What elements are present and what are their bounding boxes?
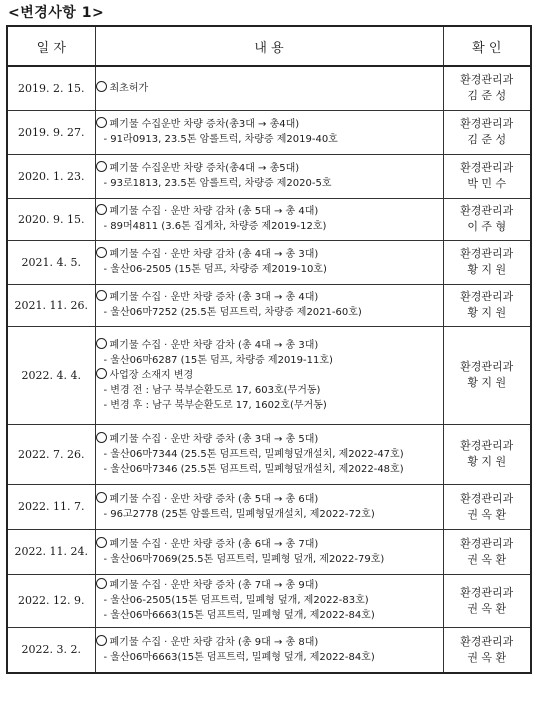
item-line	[96, 338, 443, 353]
line-text: - 울산06마7346 (25.5톤 덤프트럭, 밀폐형덮개설치, 제2022-48호)	[103, 463, 404, 475]
header-confirm: 확 인	[443, 26, 531, 66]
detail-line	[96, 305, 443, 320]
change-log-body	[7, 66, 531, 673]
table-row	[7, 154, 531, 198]
item-line	[96, 247, 443, 262]
confirm-officer: 황 지 원	[467, 263, 507, 276]
circle-bullet-icon	[96, 161, 107, 172]
line-text: 폐기물 수집운반 차량 증차(총3대 → 총4대)	[109, 119, 300, 130]
table-row	[7, 326, 531, 424]
detail-line	[96, 552, 443, 567]
confirm-officer: 권 옥 환	[467, 507, 507, 521]
row-content	[95, 529, 443, 574]
line-text: 폐기물 수집 · 운반 차량 증차 (총 6대 → 총 7대)	[109, 538, 319, 550]
row-date: 2020. 1. 23.	[7, 154, 95, 198]
circle-bullet-icon	[96, 290, 107, 301]
confirm-officer: 이 주 형	[467, 220, 507, 233]
item-line	[96, 161, 443, 176]
line-text: 폐기물 수집 · 운반 차량 증차 (총 3대 → 총 4대)	[109, 292, 319, 303]
confirm-department: 환경관리과	[460, 247, 514, 260]
table-header-row	[7, 26, 531, 66]
detail-line	[96, 462, 443, 477]
confirm-department: 환경관리과	[460, 439, 514, 452]
row-content	[95, 154, 443, 198]
confirm-department: 환경관리과	[460, 117, 514, 130]
row-content	[95, 627, 443, 673]
line-text: - 울산06마7252 (25.5톤 덤프트럭, 차량증 제2021-60호)	[103, 307, 362, 318]
row-confirm	[443, 284, 531, 326]
line-text: 폐기물 수집 · 운반 차량 감차 (총 5대 → 총 4대)	[109, 206, 319, 217]
table-row	[7, 484, 531, 529]
table-row	[7, 66, 531, 110]
line-text: - 울산06-2505 (15톤 덤프, 차량증 제2019-10호)	[103, 264, 327, 275]
circle-bullet-icon	[96, 247, 107, 258]
detail-line	[96, 593, 443, 608]
detail-line	[96, 650, 443, 665]
detail-line	[96, 398, 443, 413]
confirm-department: 환경관리과	[460, 204, 514, 217]
detail-line	[96, 507, 443, 522]
line-text: - 변경 후 : 남구 북부순환도로 17, 1602호(무거동)	[103, 399, 327, 411]
line-text: 폐기물 수집 · 운반 차량 감차 (총 9대 → 총 8대)	[109, 636, 319, 648]
row-date: 2021. 11. 26.	[7, 284, 95, 326]
item-line	[96, 635, 443, 650]
line-text: - 울산06마7344 (25.5톤 덤프트럭, 밀폐형덮개설치, 제2022-47호)	[103, 448, 404, 460]
row-date: 2019. 2. 15.	[7, 66, 95, 110]
row-content	[95, 484, 443, 529]
row-date: 2022. 11. 7.	[7, 484, 95, 529]
document-heading: <변경사항 1>	[8, 5, 105, 21]
row-date: 2019. 9. 27.	[7, 110, 95, 154]
row-content	[95, 240, 443, 284]
item-line	[96, 117, 443, 132]
confirm-officer: 황 지 원	[467, 455, 507, 468]
row-content	[95, 66, 443, 110]
table-row	[7, 240, 531, 284]
confirm-department: 환경관리과	[460, 360, 514, 373]
confirm-officer: 권 옥 환	[467, 552, 507, 566]
line-text: - 울산06마6663(15톤 덤프트럭, 밀폐형 덮개, 제2022-84호)	[103, 651, 375, 663]
line-text: - 96고2778 (25톤 암롤트럭, 밀폐형덮개설치, 제2022-72호)	[103, 508, 375, 520]
line-text: - 93로1813, 23.5톤 암롤트럭, 차량증 제2020-5호	[103, 178, 332, 189]
detail-line	[96, 353, 443, 368]
confirm-department: 환경관리과	[460, 73, 514, 87]
circle-bullet-icon	[96, 578, 107, 589]
line-text: - 91라0913, 23.5톤 암롤트럭, 차량증 제2019-40호	[103, 134, 338, 145]
row-date: 2022. 7. 26.	[7, 424, 95, 484]
detail-line	[96, 383, 443, 398]
item-line	[96, 432, 443, 447]
row-date: 2020. 9. 15.	[7, 198, 95, 240]
confirm-department: 환경관리과	[460, 536, 514, 550]
circle-bullet-icon	[96, 492, 107, 503]
line-text: 사업장 소재지 변경	[109, 369, 194, 381]
circle-bullet-icon	[96, 432, 107, 443]
circle-bullet-icon	[96, 537, 107, 548]
confirm-officer: 김 준 성	[467, 133, 507, 146]
confirm-officer: 박 민 수	[467, 177, 507, 190]
row-date: 2022. 11. 24.	[7, 529, 95, 574]
item-line	[96, 578, 443, 593]
item-line	[96, 537, 443, 552]
item-line	[96, 81, 443, 96]
table-row	[7, 110, 531, 154]
confirm-officer: 황 지 원	[467, 376, 507, 389]
line-text: 최초허가	[109, 82, 149, 94]
detail-line	[96, 219, 443, 234]
row-confirm	[443, 627, 531, 673]
line-text: - 울산06마6663(15톤 덤프트럭, 밀폐형 덮개, 제2022-84호)	[103, 610, 375, 621]
line-text: - 89머4811 (3.6톤 집게차, 차량증 제2019-12호)	[103, 221, 327, 232]
row-confirm	[443, 326, 531, 424]
row-date: 2022. 4. 4.	[7, 326, 95, 424]
header-content: 내 용	[95, 26, 443, 66]
confirm-department: 환경관리과	[460, 161, 514, 174]
row-confirm	[443, 110, 531, 154]
row-content	[95, 574, 443, 627]
item-line	[96, 492, 443, 507]
circle-bullet-icon	[96, 81, 107, 92]
row-confirm	[443, 240, 531, 284]
row-content	[95, 326, 443, 424]
line-text: 폐기물 수집 · 운반 차량 감차 (총 4대 → 총 3대)	[109, 339, 319, 351]
change-log-table	[6, 25, 532, 674]
line-text: 폐기물 수집 · 운반 차량 증차 (총 5대 → 총 6대)	[109, 493, 319, 505]
row-confirm	[443, 484, 531, 529]
confirm-officer: 김 준 성	[467, 89, 507, 103]
confirm-officer: 권 옥 환	[467, 650, 507, 664]
table-row	[7, 574, 531, 627]
confirm-officer: 황 지 원	[467, 306, 507, 319]
line-text: 폐기물 수집운반 차량 증차(총4대 → 총5대)	[109, 163, 300, 174]
circle-bullet-icon	[96, 338, 107, 349]
confirm-department: 환경관리과	[460, 585, 514, 599]
line-text: 폐기물 수집 · 운반 차량 증차 (총 3대 → 총 5대)	[109, 433, 319, 445]
table-row	[7, 424, 531, 484]
row-date: 2022. 12. 9.	[7, 574, 95, 627]
confirm-department: 환경관리과	[460, 290, 514, 303]
confirm-department: 환경관리과	[460, 634, 514, 648]
detail-line	[96, 447, 443, 462]
item-line	[96, 204, 443, 219]
circle-bullet-icon	[96, 204, 107, 215]
line-text: - 울산06-2505(15톤 덤프트럭, 밀폐형 덮개, 제2022-83호)	[103, 595, 369, 606]
line-text: - 울산06마6287 (15톤 덤프, 차량증 제2019-11호)	[103, 354, 333, 366]
detail-line	[96, 608, 443, 623]
detail-line	[96, 132, 443, 147]
detail-line	[96, 176, 443, 191]
table-row	[7, 627, 531, 673]
detail-line	[96, 262, 443, 277]
row-content	[95, 198, 443, 240]
table-row	[7, 529, 531, 574]
line-text: - 울산06마7069(25.5톤 덤프트럭, 밀폐형 덮개, 제2022-79호)	[103, 553, 385, 565]
confirm-department: 환경관리과	[460, 491, 514, 505]
line-text: - 변경 전 : 남구 북부순환도로 17, 603호(무거동)	[103, 384, 321, 396]
circle-bullet-icon	[96, 635, 107, 646]
row-confirm	[443, 529, 531, 574]
line-text: 폐기물 수집 · 운반 차량 감차 (총 4대 → 총 3대)	[109, 249, 319, 260]
line-text: 폐기물 수집 · 운반 차량 증차 (총 7대 → 총 9대)	[109, 580, 319, 591]
row-confirm	[443, 424, 531, 484]
row-content	[95, 110, 443, 154]
circle-bullet-icon	[96, 117, 107, 128]
row-content	[95, 284, 443, 326]
row-confirm	[443, 574, 531, 627]
item-line	[96, 368, 443, 383]
circle-bullet-icon	[96, 368, 107, 379]
row-date: 2021. 4. 5.	[7, 240, 95, 284]
row-confirm	[443, 198, 531, 240]
row-confirm	[443, 154, 531, 198]
row-confirm	[443, 66, 531, 110]
item-line	[96, 290, 443, 305]
table-row	[7, 198, 531, 240]
table-row	[7, 284, 531, 326]
confirm-officer: 권 옥 환	[467, 601, 507, 615]
row-content	[95, 424, 443, 484]
header-date: 일 자	[7, 26, 95, 66]
row-date: 2022. 3. 2.	[7, 627, 95, 673]
